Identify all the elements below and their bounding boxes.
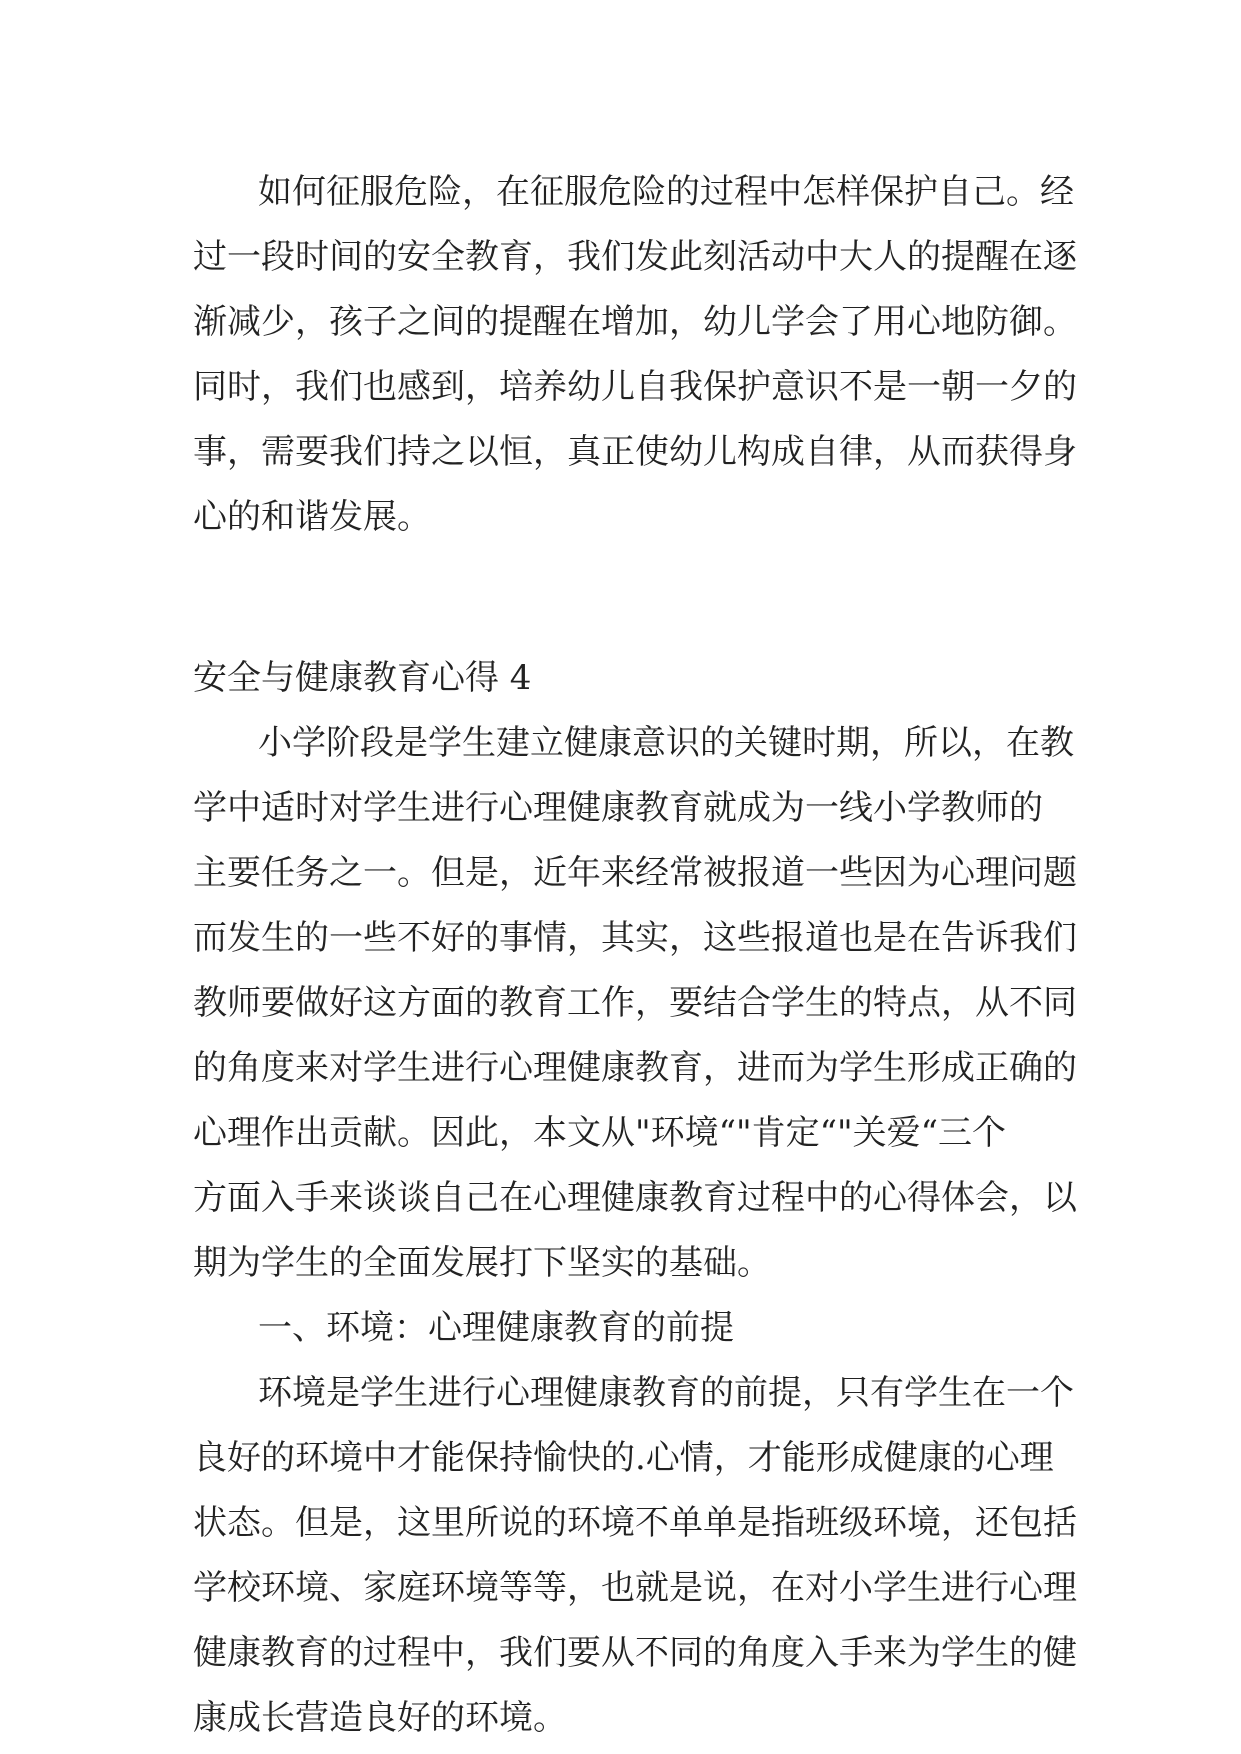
text-line: 而发生的一些不好的事情，其实，这些报道也是在告诉我们 <box>193 918 1077 958</box>
subheading: 一、环境：心理健康教育的前提 <box>258 1308 734 1348</box>
text-line: 方面入手来谈谈自己在心理健康教育过程中的心得体会，以 <box>193 1178 1077 1218</box>
text-line: 状态。但是，这里所说的环境不单单是指班级环境，还包括 <box>193 1503 1077 1543</box>
paragraph <box>193 1361 1077 1751</box>
text-line: 学中适时对学生进行心理健康教育就成为一线小学教师的 <box>193 788 1043 828</box>
text-line: 心理作出贡献。因此，本文从"环境“"肯定“"关爱“三个 <box>193 1113 1007 1153</box>
text-line: 小学阶段是学生建立健康意识的关键时期，所以，在教 <box>258 723 1074 763</box>
text-line: 的角度来对学生进行心理健康教育，进而为学生形成正确的 <box>193 1048 1077 1088</box>
text-line: 环境是学生进行心理健康教育的前提，只有学生在一个 <box>258 1373 1074 1413</box>
text-line: 期为学生的全面发展打下坚实的基础。 <box>193 1243 771 1283</box>
text-line: 主要任务之一。但是，近年来经常被报道一些因为心理问题 <box>193 853 1077 893</box>
text-line: 事，需要我们持之以恒，真正使幼儿构成自律，从而获得身 <box>193 432 1077 472</box>
text-line: 渐减少，孩子之间的提醒在增加，幼儿学会了用心地防御。 <box>193 302 1077 342</box>
section-title: 安全与健康教育心得 4 <box>193 658 532 698</box>
text-line: 过一段时间的安全教育，我们发此刻活动中大人的提醒在逐 <box>193 237 1077 277</box>
text-line: 良好的环境中才能保持愉快的.心情，才能形成健康的心理 <box>193 1438 1054 1478</box>
paragraph <box>193 711 1077 1296</box>
text-line: 同时，我们也感到，培养幼儿自我保护意识不是一朝一夕的 <box>193 367 1077 407</box>
text-line: 康成长营造良好的环境。 <box>193 1698 567 1738</box>
text-line: 健康教育的过程中，我们要从不同的角度入手来为学生的健 <box>193 1633 1077 1673</box>
text-line: 教师要做好这方面的教育工作，要结合学生的特点，从不同 <box>193 983 1077 1023</box>
paragraph-gap <box>193 550 1065 646</box>
text-line: 学校环境、家庭环境等等，也就是说，在对小学生进行心理 <box>193 1568 1077 1608</box>
document-body <box>193 160 1077 1751</box>
paragraph <box>193 160 1077 550</box>
text-line: 心的和谐发展。 <box>193 497 431 537</box>
text-line: 如何征服危险，在征服危险的过程中怎样保护自己。经 <box>258 172 1074 212</box>
